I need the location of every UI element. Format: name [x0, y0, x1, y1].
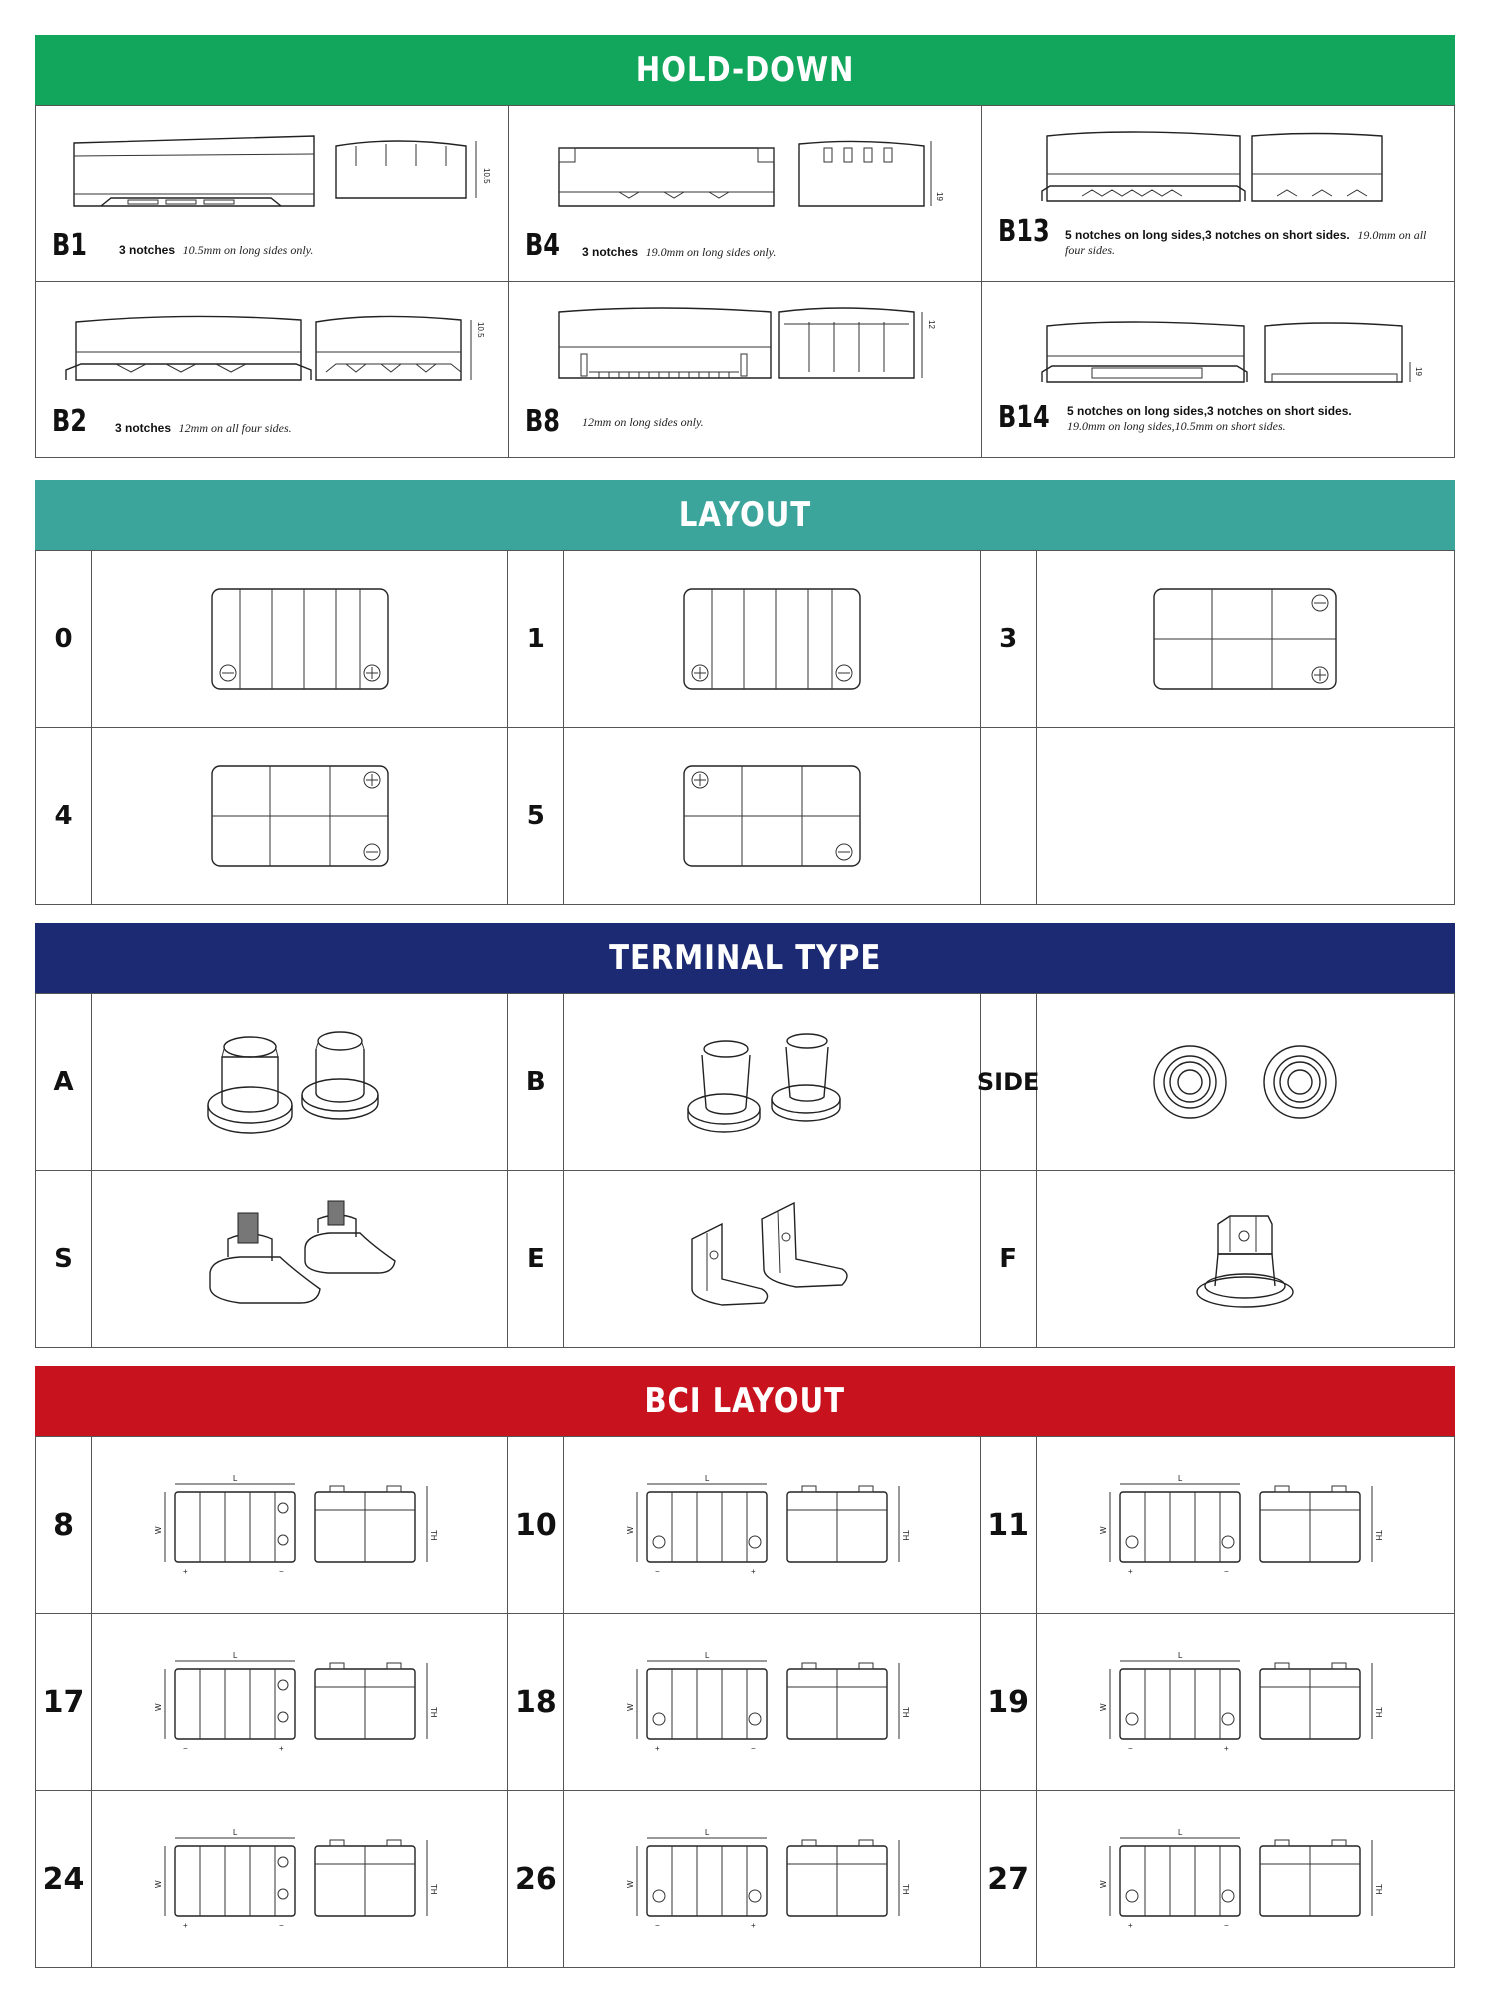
layout-grid	[35, 550, 1455, 905]
bci-layout-code: 27	[981, 1791, 1037, 1967]
hold-down-code: B8	[525, 404, 560, 439]
layout-code: 3	[981, 551, 1037, 727]
svg-text:−: −	[1128, 1744, 1133, 1753]
hold-down-b8-drawing	[509, 282, 981, 458]
terminal-cell-f	[981, 1171, 1454, 1347]
hold-down-cell-b4	[509, 106, 982, 281]
svg-text:TH: TH	[900, 1884, 910, 1895]
layout-cell-4	[36, 728, 508, 904]
terminal-a-drawing	[92, 994, 507, 1170]
svg-text:L: L	[704, 1828, 710, 1837]
hold-down-grid	[35, 105, 1455, 458]
bci-layout-diagram	[92, 1614, 507, 1790]
bci-layout-cell	[36, 1791, 508, 1967]
hold-down-cell-b8	[509, 282, 982, 457]
bci-layout-code: 10	[508, 1437, 564, 1613]
bci-layout-code: 17	[36, 1614, 92, 1790]
svg-text:TH: TH	[428, 1884, 438, 1895]
bci-layout-grid	[35, 1436, 1455, 1968]
terminal-code: B	[508, 994, 564, 1170]
hold-down-cell-b1	[36, 106, 509, 281]
bci-layout-diagram	[564, 1791, 979, 1967]
svg-text:TH: TH	[1374, 1530, 1384, 1541]
terminal-e-drawing	[564, 1171, 979, 1347]
bci-layout-cell	[981, 1791, 1454, 1967]
terminal-code: E	[508, 1171, 564, 1347]
hold-down-cell-b2	[36, 282, 509, 457]
svg-text:L: L	[232, 1651, 238, 1660]
bci-layout-code: 19	[981, 1614, 1037, 1790]
svg-text:+: +	[1128, 1567, 1133, 1576]
svg-text:−: −	[278, 1567, 284, 1576]
hold-down-code: B14	[998, 400, 1050, 435]
svg-text:TH: TH	[1374, 1884, 1384, 1895]
bci-layout-cell	[36, 1614, 508, 1790]
bci-layout-code: 11	[981, 1437, 1037, 1613]
svg-text:+: +	[278, 1744, 284, 1753]
svg-text:TH: TH	[900, 1530, 910, 1541]
svg-text:L: L	[704, 1651, 710, 1660]
svg-text:−: −	[654, 1567, 660, 1576]
terminal-cell-e	[508, 1171, 980, 1347]
svg-text:TH: TH	[428, 1707, 438, 1718]
hold-down-section	[35, 35, 1455, 458]
bci-layout-code: 8	[36, 1437, 92, 1613]
bci-layout-diagram	[92, 1437, 507, 1613]
svg-text:L: L	[232, 1474, 238, 1483]
svg-text:L: L	[1178, 1651, 1183, 1660]
svg-text:−: −	[750, 1744, 756, 1753]
svg-text:W: W	[625, 1703, 635, 1711]
svg-text:12: 12	[927, 320, 936, 329]
terminal-f-drawing	[1037, 1171, 1454, 1347]
layout-diagram	[564, 551, 979, 727]
svg-text:10.5: 10.5	[476, 322, 485, 338]
terminal-cell-s	[36, 1171, 508, 1347]
hold-down-code: B1	[52, 228, 87, 263]
svg-text:+: +	[654, 1744, 660, 1753]
bci-layout-title: BCI LAYOUT	[644, 1381, 846, 1421]
svg-text:+: +	[1224, 1744, 1229, 1753]
svg-text:W: W	[153, 1703, 163, 1711]
hold-down-description: 5 notches on long sides,3 notches on short sides. 19.0mm on all four sides.	[1065, 228, 1427, 257]
layout-diagram	[92, 728, 507, 904]
svg-text:+: +	[182, 1921, 188, 1930]
svg-text:TH: TH	[428, 1530, 438, 1541]
svg-text:+: +	[750, 1567, 756, 1576]
svg-text:TH: TH	[900, 1707, 910, 1718]
bci-layout-diagram	[1037, 1437, 1454, 1613]
hold-down-header	[35, 35, 1455, 105]
layout-cell-5	[508, 728, 980, 904]
terminal-code: S	[36, 1171, 92, 1347]
layout-cell-1	[508, 551, 980, 727]
svg-text:−: −	[1224, 1921, 1229, 1930]
svg-text:−: −	[278, 1921, 284, 1930]
terminal-code: F	[981, 1171, 1037, 1347]
layout-diagram	[92, 551, 507, 727]
layout-code: 4	[36, 728, 92, 904]
layout-cell-empty	[981, 728, 1454, 904]
terminal-s-drawing	[92, 1171, 507, 1347]
bci-layout-diagram	[92, 1791, 507, 1967]
svg-text:W: W	[625, 1526, 635, 1534]
hold-down-description: 12mm on long sides only.	[582, 415, 704, 429]
bci-layout-code: 24	[36, 1791, 92, 1967]
layout-diagram	[1037, 551, 1454, 727]
svg-text:19: 19	[1414, 367, 1423, 376]
hold-down-cell-b14	[982, 282, 1454, 457]
svg-text:−: −	[654, 1921, 660, 1930]
terminal-code: SIDE	[981, 994, 1037, 1170]
bci-layout-diagram	[564, 1437, 979, 1613]
svg-text:L: L	[1178, 1474, 1183, 1483]
terminal-cell-b	[508, 994, 980, 1170]
bci-layout-cell	[508, 1437, 980, 1613]
bci-layout-cell	[508, 1614, 980, 1790]
bci-layout-diagram	[1037, 1791, 1454, 1967]
layout-header	[35, 480, 1455, 550]
terminal-b-drawing	[564, 994, 979, 1170]
svg-text:W: W	[1099, 1703, 1109, 1711]
bci-layout-code: 18	[508, 1614, 564, 1790]
svg-text:19: 19	[935, 192, 944, 201]
terminal-code: A	[36, 994, 92, 1170]
layout-section	[35, 480, 1455, 905]
bci-layout-cell	[981, 1437, 1454, 1613]
svg-text:W: W	[1099, 1880, 1109, 1888]
hold-down-description: 3 notches 10.5mm on long sides only.	[119, 243, 314, 257]
svg-text:TH: TH	[1374, 1707, 1384, 1718]
terminal-type-grid	[35, 993, 1455, 1348]
hold-down-code: B2	[52, 404, 87, 439]
hold-down-description: 3 notches 12mm on all four sides.	[115, 421, 292, 435]
bci-layout-code: 26	[508, 1791, 564, 1967]
bci-layout-header	[35, 1366, 1455, 1436]
bci-layout-diagram	[1037, 1614, 1454, 1790]
hold-down-cell-b13	[982, 106, 1454, 281]
svg-text:W: W	[625, 1880, 635, 1888]
layout-code: 5	[508, 728, 564, 904]
layout-cell-3	[981, 551, 1454, 727]
layout-code: 1	[508, 551, 564, 727]
terminal-cell-a	[36, 994, 508, 1170]
svg-text:L: L	[1178, 1828, 1183, 1837]
hold-down-code: B13	[998, 214, 1050, 249]
layout-code: 0	[36, 551, 92, 727]
bci-layout-cell	[36, 1437, 508, 1613]
svg-text:W: W	[153, 1526, 163, 1534]
svg-text:L: L	[704, 1474, 710, 1483]
terminal-type-title: TERMINAL TYPE	[608, 938, 882, 978]
svg-text:−: −	[1224, 1567, 1229, 1576]
terminal-cell-side	[976, 994, 1454, 1170]
hold-down-code: B4	[525, 228, 560, 263]
svg-text:W: W	[1099, 1526, 1109, 1534]
hold-down-title: HOLD-DOWN	[635, 50, 855, 90]
layout-code-empty	[981, 728, 1037, 904]
terminal-type-section	[35, 923, 1455, 1348]
bci-layout-diagram	[564, 1614, 979, 1790]
svg-text:+: +	[1128, 1921, 1133, 1930]
svg-text:+: +	[750, 1921, 756, 1930]
svg-text:10.5: 10.5	[482, 168, 491, 184]
bci-layout-section	[35, 1366, 1455, 1968]
svg-text:−: −	[182, 1744, 188, 1753]
layout-diagram	[564, 728, 979, 904]
svg-text:W: W	[153, 1880, 163, 1888]
bci-layout-cell	[981, 1614, 1454, 1790]
svg-text:+: +	[182, 1567, 188, 1576]
layout-cell-0	[36, 551, 508, 727]
hold-down-description: 5 notches on long sides,3 notches on short sides. 19.0mm on long sides,10.5mm on short sides.	[1067, 404, 1352, 433]
bci-layout-cell	[508, 1791, 980, 1967]
layout-title: LAYOUT	[678, 495, 812, 535]
terminal-side-drawing	[1037, 994, 1454, 1170]
terminal-type-header	[35, 923, 1455, 993]
svg-text:L: L	[232, 1828, 238, 1837]
hold-down-description: 3 notches 19.0mm on long sides only.	[582, 245, 777, 259]
